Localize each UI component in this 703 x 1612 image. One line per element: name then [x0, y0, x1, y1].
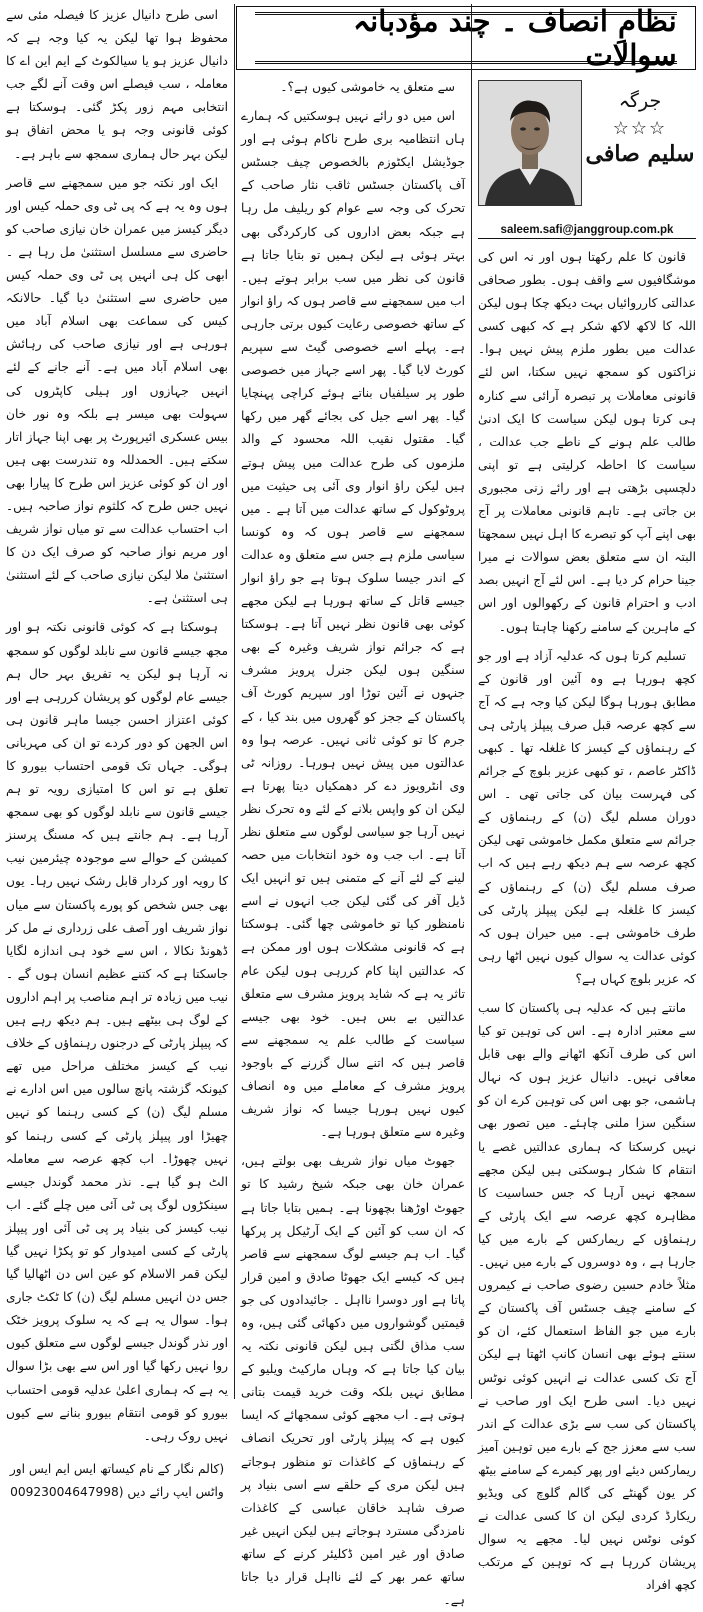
author-name: سلیم صافی — [585, 141, 695, 167]
contact-phone: 00923004647998) — [10, 1484, 124, 1499]
column-divider — [234, 4, 235, 1399]
column-name: جرگہ — [618, 90, 662, 112]
paragraph: ہوسکتا ہے کہ کوئی قانونی نکتہ ہو اور مجھ جیسے قانون سے نابلد لوگوں کو سمجھ نہ آرہا ہو لیکن یہ تفریق بہر حال ہم جیسے عام لوگوں کو پریشان کررہی ہے اور کوئی اعتزاز احسن جیسا ماہر قانون ہی اس الجھن کو دور کردے تو ان کی مہربانی ہوگی۔ جہاں تک قومی احتساب بیورو کا تعلق ہے تو اس کا امتیازی رویہ تو ہم جیسے قانون سے نابلد لوگوں کو بھی سمجھ آرہا ہے۔ ہم جانتے ہیں کہ مسنگ پرسنز کمیشن کے حوالے سے موجودہ چیئرمین نیب کا رویہ اور کردار قابل رشک نہیں رہا۔ یوں بھی جس شخص کو پورے پاکستان سے میاں نواز شریف اور آصف علی زرداری نے مل کر ڈھونڈ نکالا ، اس سے خود ہی اندازہ لگایا جاسکتا ہے کہ کتنے عظیم انسان ہوں گے ۔ نیب میں زیادہ تر اہم مناصب پر اہم اداروں کے لوگ ہی بیٹھے ہیں۔ ہم دیکھ رہے ہیں کہ پیپلز پارٹی کے درجنوں رہنماؤں کے خلاف نیب کے کیسز مختلف مراحل میں تھے کیونکہ گزشتہ پانچ سالوں میں اس ادارے نے مسلم لیگ (ن) کے کسی رہنما کو نہیں چھیڑا اور پیپلز پارٹی کے کسی رہنما کو نہیں چھوڑا۔ اب کچھ عرصہ سے معاملہ الٹ ہو گیا ہے۔ نذر محمد گوندل جیسے سینکڑوں لوگ پی ٹی آئی میں چلے گئے۔ اب نیب کیسز کی بنیاد پر پی ٹی آئی اور پیپلز پارٹی کے کسی امیدوار کو تو پکڑا نہیں گیا لیکن قمر الاسلام کو عین اس دن اٹھالیا گیا جس دن انہیں مسلم لیگ (ن) کا ٹکٹ جاری ہوا۔ سوال یہ ہے کہ یہ سلوک پرویز خٹک اور نذر گوندل جیسے لوگوں سے متعلق کیوں روا نہیں رکھا گیا اور اس سے بھی بڑا سوال یہ ہے کہ ہماری اعلیٰ عدلیہ قومی احتساب بیورو کو قومی انتقام بیورو بنانے سے کیوں نہیں روک رہی۔ — [6, 620, 228, 1443]
column-left — [6, 4, 228, 1499]
paragraph: سے متعلق یہ خاموشی کیوں ہے؟۔ — [280, 80, 455, 94]
contact-note — [6, 1458, 228, 1504]
byline — [584, 80, 696, 208]
paragraph: اس میں دو رائے نہیں ہوسکتیں کہ ہمارے ہاں انتظامیہ بری طرح ناکام ہوئی ہے اور جوڈیشل ایکٹوزم بالخصوص چیف جسٹس آف پاکستان جسٹس ثاقب نثار صاحب کے تحرک کی وجہ سے عوام کو ریلیف مل رہا ہے جبکہ بعض اداروں کی کارکردگی بھی بہتر ہوئی ہے لیکن ہمیں تو بتایا جاتا ہے قانون کی نظر میں سب برابر ہوتے ہیں۔ اب میں سمجھنے سے قاصر ہوں کہ راؤ انوار کے ساتھ خصوصی رعایت کیوں برتی جارہی ہے۔ پہلے اسے خصوصی گیٹ سے سپریم کورٹ لایا گیا۔ پھر اسے جہاز میں خصوصی طور پر سیلفیاں بناتے ہوئے کراچی پہنچایا گیا۔ پھر اسے جیل کی بجائے گھر میں رکھا گیا۔ مقتول نقیب اللہ محسود کے والد ملزموں کی طرح عدالت میں پیش ہوتے ہیں لیکن راؤ انوار وی آئی پی حیثیت میں پروٹوکول کے ساتھ عدالت میں آتا ہے ۔ میں سمجھنے سے قاصر ہوں کہ وہ کونسا سیاسی ملزم ہے جس سے متعلق وہ عدالت کے اندر جیسا سلوک ہوتا ہے جو راؤ انوار جیسے قاتل کے ساتھ ہورہا ہے لیکن مجھے کوئی بھی قانون نظر نہیں آتا ہے۔ ہوسکتا ہے کہ جرائم نواز شریف وغیرہ کے بھی سنگین ہوں لیکن جنرل پرویز مشرف جنہوں نے آئین توڑا اور سپریم کورٹ آف پاکستان کے ججز کو گھروں میں بند کیا ، کے جرم کا تو کوئی ثانی نہیں۔ عرصہ ہوا وہ عدالتوں میں پیش نہیں ہورہا۔ روزانہ ٹی وی انٹرویوز دے کر دھمکیاں دیتا پھرتا ہے لیکن ان کو واپس بلانے کے لئے وہ تحرک نظر نہیں آرہا جو سیاسی لوگوں سے متعلق نظر آتا ہے۔ اب جب وہ خود انتخابات میں حصہ لینے کے لئے آنے کے متمنی ہیں تو انہیں ایک ڈیل آفر کی گئی لیکن جب انہوں نے اسے نامنظور کیا تو خاموشی چھا گئی۔ ہوسکتا ہے کہ قانونی مشکلات ہوں اور ممکن ہے کہ عدالتیں اپنا کام کررہی ہوں لیکن عام تاثر یہ ہے کہ شاید پرویز مشرف سے متعلق عدالتیں بے بس ہیں۔ خود بھی جیسے سیاست کے طالب علم یہ سمجھنے سے قاصر ہیں کہ اتنے سال گزرنے کے باوجود پرویز مشرف کے معاملے میں وہ انصاف کیوں نہیں ہورہا جیسا کہ نواز شریف وغیرہ سے متعلق ہورہا ہے۔ — [241, 109, 465, 1140]
divider — [478, 238, 696, 239]
column-middle — [241, 76, 465, 1608]
headline-frame — [255, 4, 677, 72]
column-divider — [471, 4, 472, 1399]
paragraph: اسی طرح دانیال عزیز کا فیصلہ مئی سے محفوظ ہوا تھا لیکن یہ کیا وجہ ہے کہ دانیال عزیز ہو یا سیالکوٹ کے ایم این اے کا معاملہ ، سب فیصلے اس وقت آنے لگے جب انتخابی مہم زور پکڑ گئی۔ ہوسکتا ہے کوئی قانونی وجہ ہو یا محض اتفاق ہو لیکن بہر حال ہماری سمجھ سے باہر ہے۔ — [6, 8, 228, 161]
paragraph: جھوٹ میاں نواز شریف بھی بولتے ہیں، عمران خان بھی جبکہ شیخ رشید کا تو جھوٹ اوڑھنا بچھونا ہے۔ ہمیں بتایا جاتا ہے کہ ان سب کو آئین کے ایک آرٹیکل پر پرکھا گیا۔ اب ہم جیسے لوگ سمجھنے سے قاصر ہیں کہ کیسے ایک جھوٹا صادق و امین قرار پاتا ہے اور دوسرا نااہل ۔ جائیدادوں کی جو قیمتیں گوشواروں میں دکھائی گئی ہیں، وہ سب مذاق لگتی ہیں لیکن قانونی نکتہ یہ بیان کیا جاتا ہے کہ وہاں مارکیٹ ویلیو کے مطابق نہیں بلکہ وقت خرید قیمت بتانی ہوتی ہے۔ اب مجھے کوئی سمجھائے کہ ایسا کیوں ہے کہ پیپلز پارٹی اور تحریک انصاف کے رہنماؤں کے کاغذات تو منظور ہوجاتے ہیں لیکن مری کے حلقے سے اسی بنیاد پر صرف شاہد خاقان عباسی کے کاغذات نامزدگی مسترد ہوجاتے ہیں لیکن انہیں غیر صادق اور غیر امین ڈکلیئر کرنے کے ساتھ ساتھ عمر بھر کے لئے نااہل قرار دیا جاتا ہے۔ — [241, 1154, 465, 1608]
byline-box — [478, 80, 696, 208]
author-photo — [478, 80, 582, 206]
paragraph: ایک اور نکتہ جو میں سمجھنے سے قاصر ہوں وہ یہ ہے کہ پی ٹی وی حملہ کیس اور دیگر کیسز میں عمران خان نیازی صاحب کو حاضری سے مسلسل استثنیٰ مل رہا ہے ۔ ابھی کل ہی انہیں پی ٹی وی حملہ کیس میں حاضری سے استثنیٰ دیا گیا۔ حالانکہ کیس کی سماعت بھی اسلام آباد میں ہورہی ہے اور نیازی صاحب کی رہائش بھی اسلام آباد میں ہے۔ آنے جانے کے لئے انہیں جہازوں اور ہیلی کاپٹروں کی سہولت بھی میسر ہے بلکہ وہ نور خان بیس عسکری ائیرپورٹ پر بھی اپنا جہاز اتار سکتے ہیں۔ الحمدللہ وہ تندرست بھی ہیں اور ان کو کوئی عزیز اس طرح کا پیارا بھی نہیں جس طرح کہ کلثوم نواز صاحبہ ہیں۔ اب احتساب عدالت سے تو میاں نواز شریف اور مریم نواز صاحبہ کو صرف ایک دن کا استثنیٰ ملا لیکن نیازی صاحب کے لئے استثنیٰ ہی استثنیٰ ہے۔ — [6, 175, 228, 606]
contact-note-text: (کالم نگار کے نام کیساتھ ایس ایم ایس اور واٹس ایپ رائے دیں — [9, 1461, 225, 1499]
author-email[interactable]: saleem.safi@janggroup.com.pk — [500, 224, 674, 236]
page-title: نظامِ انصاف ۔ چند مؤدبانہ سوالات — [353, 4, 677, 72]
headline-box — [236, 6, 696, 70]
paragraph: قانون کا علم رکھتا ہوں اور نہ اس کی موشگافیوں سے واقف ہوں۔ بطور صحافی عدالتی کارروائیاں بہت دیکھ چکا ہوں لیکن اللہ کا لاکھ لاکھ شکر ہے کہ کبھی کسی عدالت میں بطور ملزم پیش نہیں ہوا۔ نزاکتوں کو سمجھ نہیں سکتا، اس لئے قانونی معاملات پر تبصرہ آرائی سے کنارہ ہی کرتا ہوں لیکن سیاست کا ایک ادنیٰ طالب علم ہونے کے ناطے جب عدالت ، سیاست کا احاطہ کرلیتی ہے تو اپنی دلچسپی بڑھتی ہے اور رائے زنی مجبوری بن جاتی ہے۔ تاہم قانونی معاملات پر آج بھی اپنے آپ کو تبصرے کا اہل نہیں سمجھتا البتہ ان سے متعلق بعض سوالات نے میرا جینا حرام کر دیا ہے۔ اس لئے آج انہیں بصد ادب و احترام قانون کے رکھوالوں اور اس کے ماہرین کے سامنے رکھنا چاہتا ہوں۔ — [478, 250, 696, 634]
paragraph: تسلیم کرتا ہوں کہ عدلیہ آزاد ہے اور جو کچھ ہورہا ہے وہ آئین اور قانون کے مطابق ہورہا ہوگا لیکن کیا وجہ ہے کہ آج سے کچھ عرصہ قبل صرف پیپلز پارٹی ہی کے رہنماؤں کے کیسز کا غلغلہ تھا ۔ کبھی ڈاکٹر عاصم ، تو کبھی عزیر بلوچ کے جرائم کی فہرست بیان کی جاتی تھی ۔ اس دوران مسلم لیگ (ن) کے رہنماؤں کے جرائم سے متعلق مکمل خاموشی تھی لیکن کچھ عرصہ سے ہم دیکھ رہے ہیں کہ اب صرف مسلم لیگ (ن) کے رہنماؤں کے کیسز کا غلغلہ ہے لیکن پیپلز پارٹی کی طرف خاموشی ہے۔ میں حیران ہوں کہ کوئی عدالت یہ سوال کیوں نہیں اٹھا رہی کہ عزیر بلوچ کہاں ہے؟ — [478, 648, 696, 986]
paragraph: مانتے ہیں کہ عدلیہ ہی پاکستان کا سب سے معتبر ادارہ ہے۔ اس کی توہین تو کیا اس کی طرف آنکھ اٹھانے والے بھی قابل معافی نہیں۔ دانیال عزیز ہوں کہ نہال ہاشمی، جو بھی اس کی توہین کرے ان کو سنگین سزا ملنی چاہئے۔ میں تصور بھی نہیں کرسکتا کہ ہماری عدالتیں غصے یا انتقام کا شکار ہوسکتی ہیں لیکن مجھے سمجھ نہیں آرہا کہ جس حساسیت کا مظاہرہ کچھ عرصہ سے ایک پارٹی کے رہنماؤں کے ریمارکس کے بارے میں کیا جارہا ہے ، وہ دوسروں کے بارے میں نہیں۔ مثلاً خادم حسین رضوی صاحب نے کیمروں کے سامنے چیف جسٹس آف پاکستان کے بارے میں جو الفاظ استعمال کئے، ان کو سنتے ہوئے بھی انسان کانپ اٹھتا ہے لیکن آج تک کسی عدالت نے انہیں کوئی نوٹس نہیں دیا۔ اسی طرح ایک اور صاحب نے پاکستان کی سب سے بڑی عدالت کے اندر سب سے معزز جج کے بارے میں توہین آمیز ریمارکس دیئے اور پھر کیمرے کے سامنے بیٹھ کر یون گھنٹے کی گالم گلوچ کی ویڈیو ریکارڈ کردی لیکن ان کا کسی عدالت نے کوئی نوٹس نہیں لیا۔ مجھے یہ سوال پریشان کررہا ہے کہ توہین کے مرتکب کچھ افراد — [478, 1001, 696, 1593]
stars-ornament: ☆☆☆ — [612, 118, 668, 139]
column-right — [478, 246, 696, 1593]
